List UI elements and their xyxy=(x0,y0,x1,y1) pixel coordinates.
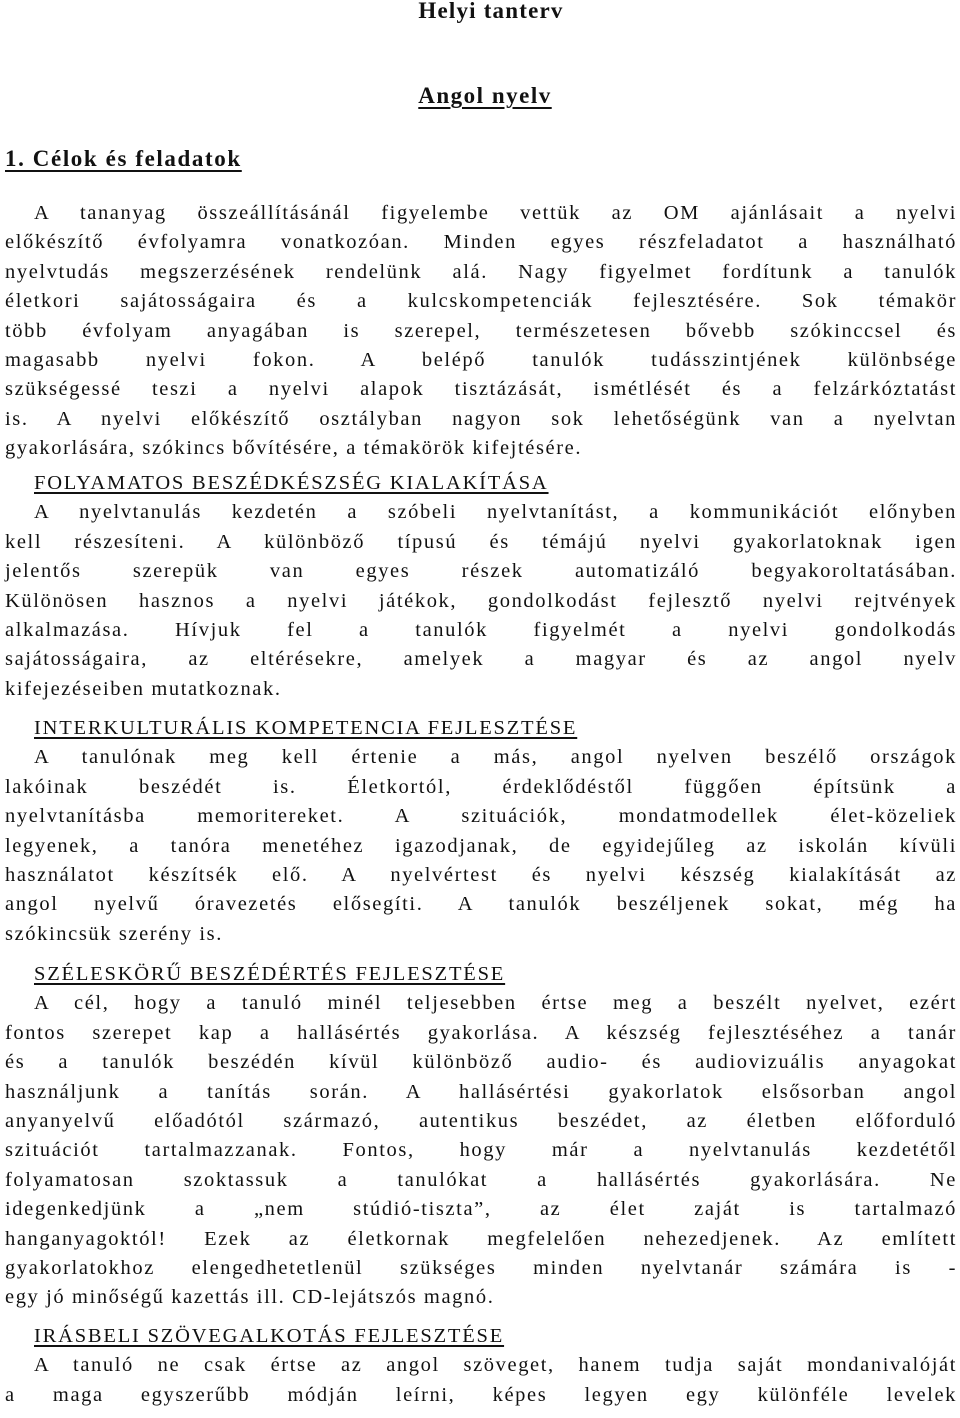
intercultural-paragraph xyxy=(5,773,957,949)
paragraph-line: életkori sajátosságaira és a kulcskompetenciák fejlesztésére. Sok témakör xyxy=(5,290,957,313)
intro-paragraph xyxy=(5,199,957,228)
paragraph-line: A tanulónak meg kell értenie a más, angol nyelven beszélő országok xyxy=(34,746,957,769)
paragraph-line: szükségessé teszi a nyelvi alapok tisztázását, ismétlését és a felzárkóztatást xyxy=(5,378,957,401)
paragraph-line: A tanuló ne csak értse az angol szöveget, hanem tudja saját mondanivalóját xyxy=(34,1354,957,1377)
writing-section-heading: IRÁSBELI SZÖVEGALKOTÁS FEJLESZTÉSE xyxy=(34,1325,505,1347)
speaking-section-heading: FOLYAMATOS BESZÉDKÉSZSÉG KIALAKÍTÁSA xyxy=(34,472,549,494)
paragraph-line: használjunk a tanítás során. A hallásértési gyakorlatok elsősorban angol xyxy=(5,1080,957,1103)
paragraph-line: alkalmazása. Hívjuk fel a tanulók figyelmét a nyelvi gondolkodás xyxy=(5,619,957,642)
speaking-paragraph-first xyxy=(5,498,957,527)
paragraph-line: egy jó minőségű kazettás ill. CD-lejátszós magnó. xyxy=(5,1286,495,1309)
intro-section xyxy=(5,199,957,464)
paragraph-line: magasabb nyelvi fokon. A belépő tanulók tudásszintjének különbsége xyxy=(5,349,957,372)
paragraph-line: Különösen hasznos a nyelvi játékok, gondolkodást fejlesztő nyelvi rejtvények xyxy=(5,589,957,612)
section-heading: 1. Célok és feladatok xyxy=(5,146,242,171)
listening-paragraph-first xyxy=(5,989,957,1018)
paragraph-line: folyamatosan szoktassuk a tanulókat a hallásértés gyakorlására. Ne xyxy=(5,1168,957,1191)
paragraph-line: a maga egyszerűbb módján leírni, képes legyen egy különféle levelek xyxy=(5,1383,957,1406)
paragraph-line: és a tanulók beszédén kívül különböző audio- és audiovizuális anyagokat xyxy=(5,1051,957,1074)
intercultural-section xyxy=(5,714,957,949)
paragraph-line: A cél, hogy a tanuló minél teljesebben értse meg a beszélt nyelvet, ezért xyxy=(34,992,957,1015)
listening-section-heading: SZÉLESKÖRŰ BESZÉDÉRTÉS FEJLESZTÉSE xyxy=(34,963,506,985)
paragraph-line: gyakorlatokhoz elengedhetetlenül szükséges minden nyelvtanár számára is - xyxy=(5,1257,957,1280)
intro-paragraph-rest xyxy=(5,228,957,463)
writing-section xyxy=(5,1322,957,1410)
paragraph-line: angol nyelvű óravezetés elősegíti. A tanulók beszéljenek sokat, még ha xyxy=(5,893,957,916)
paragraph-line: legyenek, a tanóra menetéhez igazodjanak, de egyidejűleg az iskolán kívüli xyxy=(5,834,957,857)
paragraph-line: hanganyagoktól! Ezek az életkornak megfelelően nehezedjenek. Az említett xyxy=(5,1227,957,1250)
writing-paragraph xyxy=(5,1381,957,1410)
speaking-section xyxy=(5,469,957,704)
listening-paragraph xyxy=(5,1019,957,1313)
subject-title: Angol nyelv xyxy=(418,83,552,108)
paragraph-line: előkészítő évfolyamra vonatkozóan. Minden egyes részfeladatot a használható xyxy=(5,231,957,254)
writing-paragraph-first xyxy=(5,1351,957,1380)
document-title: Helyi tanterv xyxy=(418,0,564,23)
intercultural-section-heading: INTERKULTURÁLIS KOMPETENCIA FEJLESZTÉSE xyxy=(34,717,578,739)
paragraph-line: anyanyelvű előadótól származó, autentikus beszédet, az életben előforduló xyxy=(5,1110,957,1133)
listening-section xyxy=(5,960,957,1313)
paragraph-line: jelentős szerepük van egyes részek automatizáló begyakoroltatásában. xyxy=(5,560,957,583)
intercultural-paragraph-first xyxy=(5,743,957,772)
paragraph-line: szituációt tartalmazzanak. Fontos, hogy már a nyelvtanulás kezdetétől xyxy=(5,1139,957,1162)
paragraph-line: A tananyag összeállításánál figyelembe vettük az OM ajánlásait a nyelvi xyxy=(34,202,957,224)
paragraph-line: nyelvtanításba memoritereket. A szituációk, mondatmodellek élet-közeliek xyxy=(5,805,957,828)
paragraph-line: kell részesíteni. A különböző típusú és témájú nyelvi gyakorlatoknak igen xyxy=(5,530,957,553)
paragraph-line: több évfolyam anyagában is szerepel, természetesen bővebb szókinccsel és xyxy=(5,319,957,342)
paragraph-line: sajátosságaira, az eltérésekre, amelyek a magyar és az angol nyelv xyxy=(5,648,957,671)
paragraph-line: nyelvtudás megszerzésének rendelünk alá. Nagy figyelmet fordítunk a tanulók xyxy=(5,260,957,283)
paragraph-line: idegenkedjünk a „nem stúdió-tiszta”, az élet zaját is tartalmazó xyxy=(5,1198,957,1221)
speaking-paragraph xyxy=(5,528,957,704)
paragraph-line: fontos szerepet kap a hallásértés gyakorlása. A készség fejlesztéséhez a tanár xyxy=(5,1021,957,1044)
paragraph-line: A nyelvtanulás kezdetén a szóbeli nyelvtanítást, a kommunikációt előnyben xyxy=(34,501,957,524)
paragraph-line: szókincsük szerény is. xyxy=(5,922,223,945)
paragraph-line: használatot készítsék elő. A nyelvértest és nyelvi készség kialakítását az xyxy=(5,864,957,887)
paragraph-line: kifejezéseiben mutatkoznak. xyxy=(5,677,282,700)
paragraph-line: lakóinak beszédét is. Életkortól, érdeklődéstől függően építsünk a xyxy=(5,775,957,798)
paragraph-line: is. A nyelvi előkészítő osztályban nagyon sok lehetőségünk van a nyelvtan xyxy=(5,407,957,430)
paragraph-line: gyakorlására, szókincs bővítésére, a témakörök kifejtésére. xyxy=(5,437,583,460)
